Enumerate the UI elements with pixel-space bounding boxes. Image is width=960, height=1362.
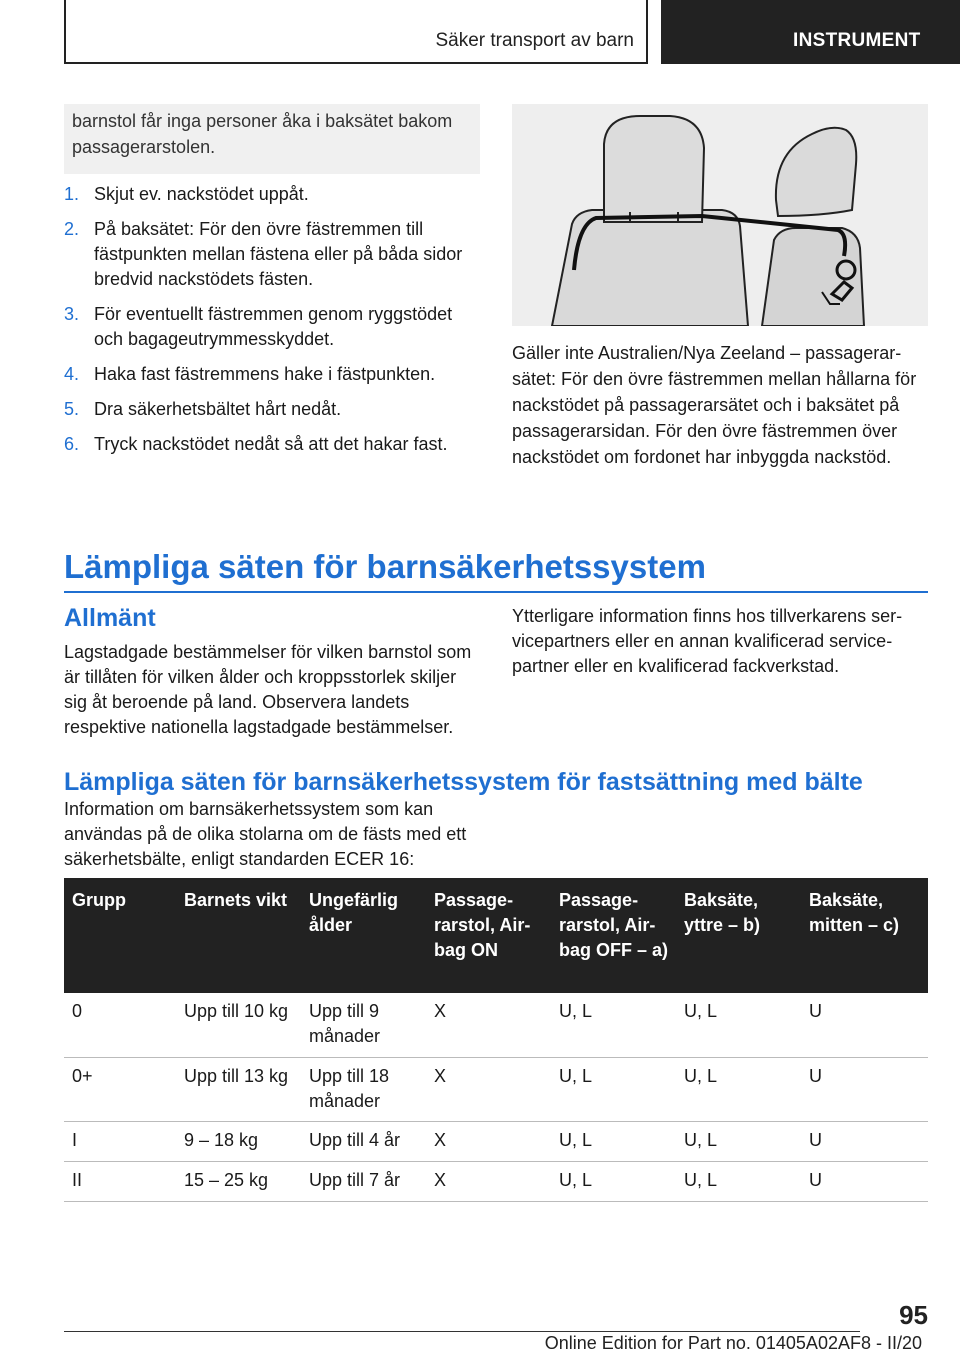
table-cell: U <box>801 1057 928 1121</box>
table-header-cell: Passagerarstol, Airbag OFF – a) <box>551 878 676 993</box>
step-item: 2. På baksätet: För den övre fästremmen till fästpunkten mellan fästena eller på båda sidor bredvid nackstödets fästen. <box>64 219 463 289</box>
instruction-steps <box>64 182 484 467</box>
child-seat-table <box>64 878 928 1202</box>
footer-edition: Online Edition for Part no. 01405A02AF8 - II/20 <box>544 1333 922 1353</box>
table-row <box>64 1161 928 1201</box>
table-row <box>64 1057 928 1121</box>
table-cell: U, L <box>676 1121 801 1161</box>
belt-heading: Lämpliga säten för barnsäkerhetssystem för fastsättning med bälte <box>64 768 863 796</box>
table-row <box>64 1121 928 1161</box>
more-info-paragraph: Ytterligare information finns hos tillverkarens servicepartners eller en annan kvalificerad servicepartner eller en kvalificerad fackverkstad. <box>512 606 903 676</box>
seat-headrest-icon <box>512 104 928 326</box>
table-cell: 0 <box>64 993 176 1057</box>
table-header-cell: Ungefärlig ålder <box>301 878 426 993</box>
page-number: 95 <box>899 1300 928 1330</box>
step-item: 3. För eventuellt fästremmen genom ryggstödet och bagageutrymmesskyddet. <box>64 304 453 349</box>
table-cell: Upp till 18 månader <box>301 1057 426 1121</box>
step-item: 5. Dra säkerhetsbältet hårt nedåt. <box>64 399 342 419</box>
table-cell: II <box>64 1161 176 1201</box>
illustration-caption: Gäller inte Australien/Nya Zeeland – passagerarsätet: För den övre fästremmen mellan hållarna för nackstödet på passagerarsätet och i baksätet på passagerarsidan. För den övre fästremmen över nackstödet om fordonet har inbyggda nackstöd. <box>512 343 917 467</box>
table-cell: U, L <box>551 993 676 1057</box>
step-item: 4. Haka fast fästremmens hake i fästpunkten. <box>64 364 436 384</box>
header-chapter-tab <box>661 0 960 64</box>
table-cell: X <box>426 1057 551 1121</box>
table-cell: 15 – 25 kg <box>176 1161 301 1201</box>
table-cell: X <box>426 1121 551 1161</box>
table-header-cell: Baksäte, yttre – b) <box>676 878 801 993</box>
table-cell: U, L <box>676 1161 801 1201</box>
footer-divider <box>64 1331 860 1332</box>
header-section-title: Säker transport av barn <box>435 30 634 51</box>
table-header-cell: Passagerarstol, Airbag ON <box>426 878 551 993</box>
table-cell: U <box>801 1161 928 1201</box>
heading-divider <box>64 591 928 593</box>
table-header-cell: Grupp <box>64 878 176 993</box>
table-cell: 0+ <box>64 1057 176 1121</box>
general-heading: Allmänt <box>64 604 156 632</box>
main-heading: Lämpliga säten för barnsäkerhetssystem <box>64 548 706 585</box>
table-cell: U, L <box>551 1057 676 1121</box>
header-section-tab <box>64 0 648 64</box>
table-cell: X <box>426 1161 551 1201</box>
table-cell: U, L <box>551 1121 676 1161</box>
table-cell: Upp till 4 år <box>301 1121 426 1161</box>
note-box: barnstol får inga personer åka i baksätet bakom passagerarstolen. <box>64 104 480 174</box>
table-cell: 9 – 18 kg <box>176 1121 301 1161</box>
headrest-tether-illustration <box>512 104 928 326</box>
table-header-cell: Barnets vikt <box>176 878 301 993</box>
table-cell: U <box>801 1121 928 1161</box>
table-row <box>64 993 928 1057</box>
step-item: 1. Skjut ev. nackstödet uppåt. <box>64 184 309 204</box>
table-header-cell: Baksäte, mitten – c) <box>801 878 928 993</box>
table-cell: X <box>426 993 551 1057</box>
table-cell: Upp till 7 år <box>301 1161 426 1201</box>
table-cell: Upp till 9 månader <box>301 993 426 1057</box>
general-paragraph: Lagstadgade bestämmelser för vilken barnstol som är tillåten för vilken ålder och kroppsstorlek skiljer sig åt beroende på land. Observera landets respektive nationella lagstadgade bestämmelser. <box>64 642 472 737</box>
table-cell: Upp till 10 kg <box>176 993 301 1057</box>
header-chapter-title: INSTRUMENT <box>793 30 921 51</box>
table-cell: Upp till 13 kg <box>176 1057 301 1121</box>
intro-paragraph: Information om barnsäkerhetssystem som kan användas på de olika stolarna om de fästs med ett säkerhetsbälte, enligt standarden ECER 16: <box>64 799 467 869</box>
table-header-row <box>64 878 928 993</box>
table-cell: U, L <box>551 1161 676 1201</box>
step-item: 6. Tryck nackstödet nedåt så att det hakar fast. <box>64 434 448 454</box>
table-cell: U, L <box>676 993 801 1057</box>
table-cell: I <box>64 1121 176 1161</box>
table-cell: U, L <box>676 1057 801 1121</box>
table-cell: U <box>801 993 928 1057</box>
